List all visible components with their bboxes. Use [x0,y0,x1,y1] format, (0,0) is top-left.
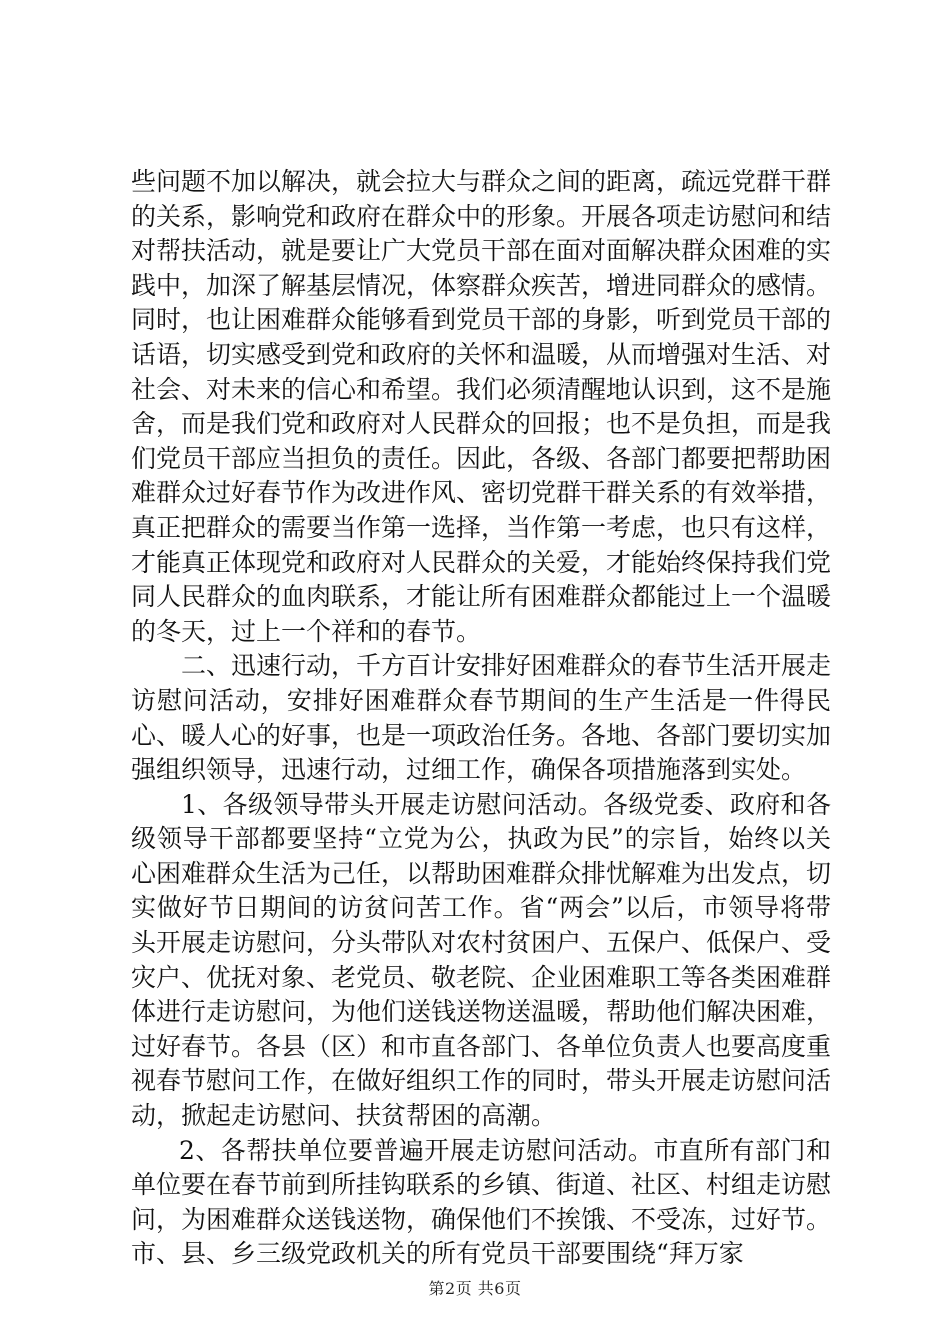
page-number-footer: 第2页 共6页 [428,1279,522,1298]
body-paragraph-3: 1、各级领导带头开展走访慰问活动。各级党委、政府和各级领导干部都要坚持“立党为公，执政为民”的宗旨，始终以关心困难群众生活为己任，以帮助困难群众排忧解难为出发点，切实做好节日期间的访贫问苦工作。省“两会”以后，市领导将带头开展走访慰问，分头带队对农村贫困户、五保户、低保户、受灾户、优抚对象、老党员、敬老院、企业困难职工等各类困难群体进行走访慰问，为他们送钱送物送温暖，帮助他们解决困难，过好春节。各县（区）和市直各部门、各单位负责人也要高度重视春节慰问工作，在做好组织工作的同时，带头开展走访慰问活动，掀起走访慰问、扶贫帮困的高潮。 [131,789,832,1131]
body-paragraph-4: 2、各帮扶单位要普遍开展走访慰问活动。市直所有部门和单位要在春节前到所挂钩联系的乡镇、街道、社区、村组走访慰问，为困难群众送钱送物，确保他们不挨饿、不受冻，过好节。市、县、乡三级党政机关的所有党员干部要围绕“拜万家 [131,1135,832,1269]
body-paragraph-1: 些问题不加以解决，就会拉大与群众之间的距离，疏远党群干群的关系，影响党和政府在群众中的形象。开展各项走访慰问和结对帮扶活动，就是要让广大党员干部在面对面解决群众困难的实践中，加深了解基层情况，体察群众疾苦，增进同群众的感情。同时，也让困难群众能够看到党员干部的身影，听到党员干部的话语，切实感受到党和政府的关怀和温暖，从而增强对生活、对社会、对未来的信心和希望。我们必须清醒地认识到，这不是施舍，而是我们党和政府对人民群众的回报；也不是负担，而是我们党员干部应当担负的责任。因此，各级、各部门都要把帮助困难群众过好春节作为改进作风、密切党群干群关系的有效举措，真正把群众的需要当作第一选择，当作第一考虑，也只有这样，才能真正体现党和政府对人民群众的关爱，才能始终保持我们党同人民群众的血肉联系，才能让所有困难群众都能过上一个温暖的冬天，过上一个祥和的春节。 [131,167,832,646]
body-paragraph-2: 二、迅速行动，千方百计安排好困难群众的春节生活开展走访慰问活动，安排好困难群众春节期间的生产生活是一件得民心、暖人心的好事，也是一项政治任务。各地、各部门要切实加强组织领导，迅速行动，过细工作，确保各项措施落到实处。 [131,651,832,785]
document-body [131,165,831,1272]
